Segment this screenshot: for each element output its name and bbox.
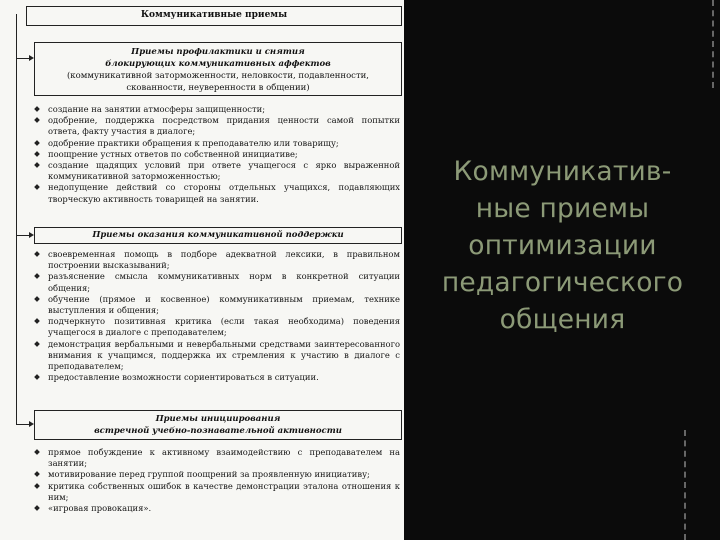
block3-list bbox=[32, 447, 400, 514]
block2-header: Приемы оказания коммуникативной поддержки bbox=[34, 227, 402, 244]
block1-header-line: блокирующих коммуникативных аффектов bbox=[105, 59, 331, 69]
block1-header-line: скованности, неуверенности в общении) bbox=[126, 83, 310, 93]
list-item: «игровая провокация». bbox=[32, 503, 400, 514]
block1-header bbox=[34, 42, 402, 96]
list-item: обучение (прямое и косвенное) коммуникативным приемам, технике выступления и общения; bbox=[32, 294, 400, 316]
decorative-dashed-border bbox=[711, 0, 714, 88]
list-item: создание на занятии атмосферы защищенности; bbox=[32, 104, 400, 115]
main-header: Коммуникативные приемы bbox=[26, 6, 402, 26]
list-item: разъяснение смысла коммуникативных норм в конкретной ситуации общения; bbox=[32, 271, 400, 293]
connector-arrow-block2 bbox=[16, 235, 30, 236]
connector-line bbox=[16, 14, 17, 424]
slide-title-line: Коммуникатив- bbox=[453, 156, 672, 187]
block3-header-line: встречной учебно-познавательной активности bbox=[94, 426, 342, 436]
list-item: предоставление возможности сориентироваться в ситуации. bbox=[32, 372, 400, 383]
connector-arrow-block3 bbox=[16, 424, 30, 425]
slide-title-line: общения bbox=[499, 304, 626, 335]
list-item: одобрение практики обращения к преподавателю или товарищу; bbox=[32, 138, 400, 149]
connector-arrow-block1 bbox=[16, 58, 30, 59]
list-item: своевременная помощь в подборе адекватной лексики, в правильном построении высказываний; bbox=[32, 249, 400, 271]
block1-header-line: (коммуникативной заторможенности, неловкости, подавленности, bbox=[66, 71, 370, 81]
list-item: подчеркнуто позитивная критика (если такая необходима) поведения учащегося в диалоге с преподавателем; bbox=[32, 316, 400, 338]
list-item: демонстрация вербальными и невербальными средствами заинтересованного внимания к учащимся, поддержка их стремления к участию в диалоге с преподавателем; bbox=[32, 339, 400, 373]
slide-title-line: педагогического bbox=[441, 267, 684, 298]
block3-header bbox=[34, 410, 402, 440]
block1-header-line: Приемы профилактики и снятия bbox=[131, 47, 305, 57]
block1-list bbox=[32, 104, 400, 205]
list-item: одобрение, поддержка посредством придания ценности самой попытки ответа, факту участия в диалоге; bbox=[32, 115, 400, 137]
slide-title-line: ные приемы bbox=[475, 193, 650, 224]
block2-list bbox=[32, 249, 400, 383]
list-item: критика собственных ошибок в качестве демонстрации эталона отношения к ним; bbox=[32, 481, 400, 503]
list-item: прямое побуждение к активному взаимодействию с преподавателем на занятии; bbox=[32, 447, 400, 469]
list-item: поощрение устных ответов по собственной инициативе; bbox=[32, 149, 400, 160]
list-item: создание щадящих условий при ответе учащегося с ярко выраженной коммуникативной заторможенностью; bbox=[32, 160, 400, 182]
slide-title-line: оптимизации bbox=[468, 230, 657, 261]
list-item: мотивирование перед группой поощрений за проявленную инициативу; bbox=[32, 469, 400, 480]
list-item: недопущение действий со стороны отдельных учащихся, подавляющих творческую активность товарищей на занятии. bbox=[32, 182, 400, 204]
decorative-dashed-border bbox=[683, 430, 686, 540]
slide-title bbox=[405, 153, 720, 338]
block3-header-line: Приемы инициирования bbox=[155, 414, 281, 424]
